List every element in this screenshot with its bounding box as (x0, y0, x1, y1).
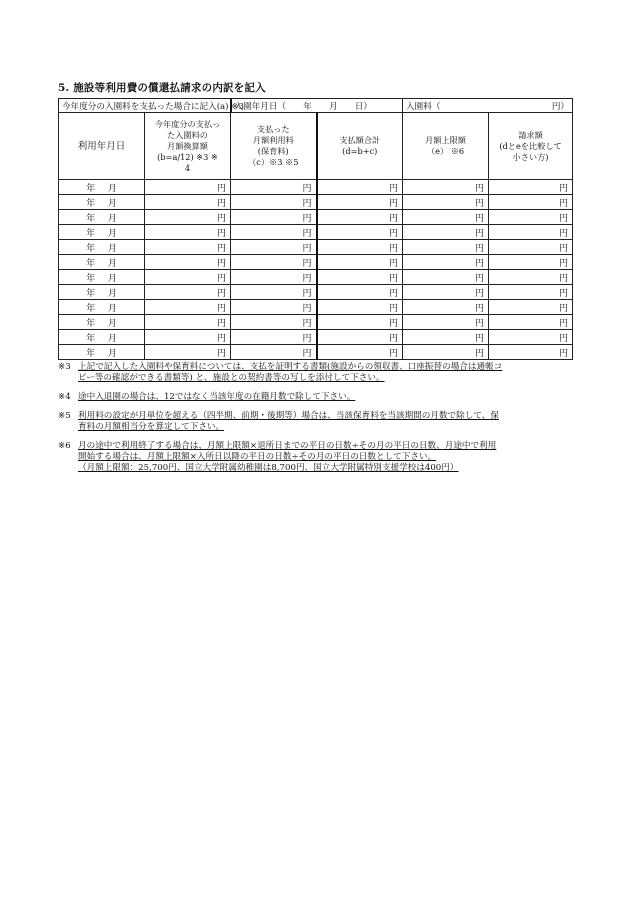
usage-month-cell[interactable]: 年 月 (59, 225, 145, 240)
reimbursement-table (58, 98, 573, 360)
usage-month-cell[interactable]: 年 月 (59, 285, 145, 300)
claim-amount-cell[interactable]: 円 (489, 255, 573, 270)
monthly-fee-cell[interactable]: 円 (231, 330, 317, 345)
monthly-fee-cell[interactable]: 円 (231, 270, 317, 285)
footnote-line: ピー等の確認ができる書類等) と、施設との契約書等の写しを添付して下さい。 (78, 373, 385, 383)
monthly-fee-cell[interactable]: 円 (231, 255, 317, 270)
monthly-entry-fee-cell[interactable]: 円 (145, 255, 231, 270)
table-body (59, 180, 573, 360)
header-col-c-line: 月額利用料 (252, 135, 294, 145)
monthly-cap-cell[interactable]: 円 (403, 300, 489, 315)
header-col-f-line: (dとeを比較して (499, 140, 562, 151)
claim-amount-cell[interactable]: 円 (489, 300, 573, 315)
claim-amount-cell[interactable]: 円 (489, 180, 573, 195)
footnote-text (78, 441, 572, 474)
table-row (59, 255, 573, 270)
monthly-entry-fee-cell[interactable]: 円 (145, 300, 231, 315)
monthly-entry-fee-cell[interactable]: 円 (145, 180, 231, 195)
header-col-b-line: 4 (184, 162, 191, 173)
footnote-mark: ※5 (58, 411, 71, 421)
monthly-cap-cell[interactable]: 円 (403, 255, 489, 270)
header-col-c-line: 支払った (256, 124, 290, 134)
table-row (59, 285, 573, 300)
header-col-b-line: 今年度分の支払っ (154, 118, 221, 129)
monthly-fee-cell[interactable]: 円 (231, 210, 317, 225)
form-page (58, 80, 572, 482)
usage-month-cell[interactable]: 年 月 (59, 300, 145, 315)
footnote-mark: ※3 (58, 362, 71, 372)
total-paid-cell[interactable]: 円 (317, 270, 403, 285)
footnote-mark: ※6 (58, 441, 71, 451)
footnote-line: 月の途中で利用終了する場合は、月額上限額×退所日までの平日の日数÷その月の平日の日数、月途中で利用 (78, 441, 497, 451)
monthly-cap-cell[interactable]: 円 (403, 210, 489, 225)
usage-month-cell[interactable]: 年 月 (59, 345, 145, 360)
monthly-fee-cell[interactable]: 円 (231, 240, 317, 255)
header-col-f-line: 小さい方) (512, 151, 549, 162)
table-row (59, 180, 573, 195)
monthly-fee-cell[interactable]: 円 (231, 345, 317, 360)
claim-amount-cell[interactable]: 円 (489, 240, 573, 255)
total-paid-cell[interactable]: 円 (317, 255, 403, 270)
monthly-fee-cell[interactable]: 円 (231, 285, 317, 300)
footnote-text (78, 392, 572, 403)
table-row (59, 345, 573, 360)
header-col-e-line: （e） ※6 (426, 146, 465, 156)
monthly-entry-fee-cell[interactable]: 円 (145, 345, 231, 360)
footnote (58, 362, 572, 384)
header-col-c-line: (保育料) (257, 146, 289, 156)
monthly-entry-fee-cell[interactable]: 円 (145, 225, 231, 240)
claim-amount-cell[interactable]: 円 (489, 315, 573, 330)
footnote (58, 392, 572, 403)
total-paid-cell[interactable]: 円 (317, 180, 403, 195)
table-row (59, 330, 573, 345)
footnote-line: 途中入退園の場合は、12ではなく当該年度の在籍月数で除して下さい。 (78, 392, 356, 402)
claim-amount-cell[interactable]: 円 (489, 210, 573, 225)
monthly-cap-cell[interactable]: 円 (403, 270, 489, 285)
footnotes (58, 362, 572, 474)
header-col-f-line: 請求額 (518, 129, 543, 140)
monthly-entry-fee-cell[interactable]: 円 (145, 240, 231, 255)
footnote-line: 利用料の設定が月単位を超える（四半期、前期・後期等）場合は、当該保育料を当該期間の月数で除して、保 (78, 411, 499, 421)
footnote-line: （月額上限額：25,700円、国立大学附属幼稚園は8,700円、国立大学附属特別支援学校は400円） (78, 463, 459, 473)
table-row (59, 240, 573, 255)
monthly-fee-cell[interactable]: 円 (231, 195, 317, 210)
usage-month-cell[interactable]: 年 月 (59, 270, 145, 285)
claim-amount-cell[interactable]: 円 (489, 285, 573, 300)
monthly-cap-cell[interactable]: 円 (403, 285, 489, 300)
table-header-row (59, 113, 573, 180)
monthly-entry-fee-cell[interactable]: 円 (145, 210, 231, 225)
claim-amount-cell[interactable]: 円 (489, 345, 573, 360)
enrollment-fee-field-label: 入園料（ (406, 101, 441, 112)
header-col-d-line: 支払額合計 (339, 135, 381, 145)
footnote-mark: ※4 (58, 392, 71, 402)
total-paid-cell[interactable]: 円 (317, 300, 403, 315)
total-paid-cell[interactable]: 円 (317, 240, 403, 255)
monthly-cap-cell[interactable]: 円 (403, 195, 489, 210)
header-col-e-line: 月額上限額 (425, 135, 466, 145)
monthly-entry-fee-cell[interactable]: 円 (145, 315, 231, 330)
monthly-fee-cell[interactable]: 円 (231, 300, 317, 315)
usage-month-cell[interactable]: 年 月 (59, 255, 145, 270)
usage-month-cell[interactable]: 年 月 (59, 315, 145, 330)
total-paid-cell[interactable]: 円 (317, 195, 403, 210)
claim-amount-cell[interactable]: 円 (489, 330, 573, 345)
header-col-d-line: (d=b+c) (342, 146, 378, 156)
footnote-line: 開始する場合は、月額上限額×入所日以降の平日の日数÷その月の平日の日数として下さい。 (78, 452, 437, 462)
claim-amount-cell[interactable]: 円 (489, 270, 573, 285)
header-month: 利用年月日 (59, 113, 145, 180)
table-row (59, 270, 573, 285)
monthly-cap-cell[interactable]: 円 (403, 240, 489, 255)
header-col-c (231, 113, 317, 180)
header-col-d (317, 113, 403, 180)
monthly-entry-fee-cell[interactable]: 円 (145, 270, 231, 285)
section-title: 5. 施設等利用費の償還払請求の内訳を記入 (58, 82, 266, 94)
header-col-b-line: 月額換算額 (167, 140, 208, 151)
usage-month-cell[interactable]: 年 月 (59, 240, 145, 255)
footnote-line: 育料の月額相当分を算定して下さい。 (78, 422, 225, 432)
monthly-entry-fee-cell[interactable]: 円 (145, 195, 231, 210)
monthly-cap-cell[interactable]: 円 (403, 315, 489, 330)
usage-month-cell[interactable]: 年 月 (59, 210, 145, 225)
header-col-b (145, 113, 231, 180)
enrollment-fee-field[interactable] (403, 99, 573, 113)
total-paid-cell[interactable]: 円 (317, 330, 403, 345)
header-col-e (403, 113, 489, 180)
claim-amount-cell[interactable]: 円 (489, 195, 573, 210)
table-row (59, 225, 573, 240)
claim-amount-cell[interactable]: 円 (489, 225, 573, 240)
footnote (58, 411, 572, 433)
total-paid-cell[interactable]: 円 (317, 210, 403, 225)
total-paid-cell[interactable]: 円 (317, 315, 403, 330)
enrollment-fee-unit: 円） (551, 101, 570, 112)
monthly-fee-cell[interactable]: 円 (231, 180, 317, 195)
header-col-b-line: た入園料の (167, 129, 208, 140)
total-paid-cell[interactable]: 円 (317, 285, 403, 300)
usage-month-cell[interactable]: 年 月 (59, 180, 145, 195)
header-col-c-line: （c）※3 ※5 (248, 157, 299, 167)
table-row (59, 315, 573, 330)
enrollment-fee-label: 今年度分の入園料を支払った場合に記入(a) ※3 (59, 99, 231, 113)
total-paid-cell[interactable]: 円 (317, 225, 403, 240)
usage-month-cell[interactable]: 年 月 (59, 330, 145, 345)
monthly-entry-fee-cell[interactable]: 円 (145, 330, 231, 345)
header-col-f (489, 113, 573, 180)
footnote-text (78, 411, 572, 433)
monthly-cap-cell[interactable]: 円 (403, 345, 489, 360)
monthly-cap-cell[interactable]: 円 (403, 225, 489, 240)
header-col-b-line: (b=a/12) ※3 ※ (157, 151, 218, 162)
monthly-cap-cell[interactable]: 円 (403, 330, 489, 345)
table-row (59, 300, 573, 315)
footnote-text (78, 362, 572, 384)
enrollment-date-field[interactable]: 入園年月日（ 年 月 日） (231, 99, 403, 113)
monthly-fee-cell[interactable]: 円 (231, 225, 317, 240)
total-paid-cell[interactable]: 円 (317, 345, 403, 360)
table-row (59, 210, 573, 225)
enrollment-fee-row (59, 99, 573, 113)
footnote (58, 441, 572, 474)
monthly-fee-cell[interactable]: 円 (231, 315, 317, 330)
footnote-line: 上記で記入した入園料や保育料については、支払を証明する書類(施設からの領収書、口座振替の場合は通帳コ (78, 362, 503, 372)
usage-month-cell[interactable]: 年 月 (59, 195, 145, 210)
monthly-entry-fee-cell[interactable]: 円 (145, 285, 231, 300)
monthly-cap-cell[interactable]: 円 (403, 180, 489, 195)
table-row (59, 195, 573, 210)
